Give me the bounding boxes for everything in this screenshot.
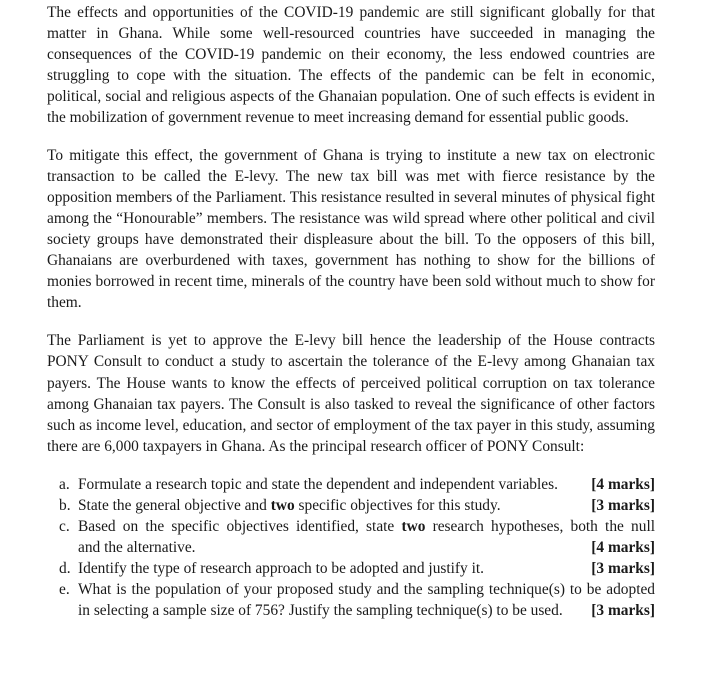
question-marks: [3 marks] (591, 602, 655, 620)
paragraph-pony-consult: The Parliament is yet to approve the E-levy bill hence the leadership of the House contracts PONY Consult to conduct a study to ascertain the tolerance of the E-levy among Ghanaian tax payers. The House wants to know the effects of perceived political corruption on tax tolerance among Ghanaian tax payers. The Consult is also tasked to reveal the significance of other factors such as income level, education, and sector of employment of the tax payer in this study, assuming there are 6,000 taxpayers in Ghana. As the principal research officer of PONY Consult: (47, 332, 655, 455)
question-text-row (78, 495, 655, 516)
question-list (47, 474, 655, 622)
document-page (47, 0, 655, 622)
question-letter: d. (59, 560, 71, 578)
question-text-before: Based on the specific objectives identified, state (78, 518, 402, 536)
question-c (59, 516, 655, 558)
question-marks: [4 marks] (591, 475, 655, 493)
question-letter: a. (59, 475, 70, 493)
question-a (59, 474, 655, 495)
question-text-block (78, 516, 655, 558)
question-bold-word: two (270, 496, 295, 514)
question-text-line1: What is the population of your proposed study and the sampling technique(s) to be adopted (78, 581, 655, 599)
question-letter: b. (59, 496, 71, 514)
question-b (59, 495, 655, 516)
question-marks: [3 marks] (591, 560, 655, 578)
question-text-before: State the general objective and (78, 496, 271, 514)
question-text-continued: and the alternative. (78, 539, 196, 557)
question-text-after: research hypotheses, both the null (425, 518, 655, 536)
question-bold-word: two (401, 518, 426, 536)
question-text-after: specific objectives for this study. (294, 496, 501, 514)
paragraph-covid-effects: The effects and opportunities of the COVID-19 pandemic are still significant globally for that matter in Ghana. While some well-resourced countries have succeeded in managing the consequences of the COVID-19 pandemic on their economy, the less endowed countries are struggling to cope with the situation. The effects of the pandemic can be felt in economic, political, social and religious aspects of the Ghanaian population. One of such effects is evident in the mobilization of government revenue to meet increasing demand for essential public goods. (47, 4, 655, 127)
question-text-row (78, 474, 655, 495)
question-letter: e. (59, 581, 70, 599)
question-e (59, 579, 655, 621)
question-marks: [3 marks] (591, 496, 655, 514)
question-d (59, 558, 655, 579)
question-text-line1 (78, 516, 655, 537)
question-marks: [4 marks] (591, 539, 655, 557)
question-text: Identify the type of research approach to be adopted and justify it. (78, 560, 484, 578)
question-text-line2 (78, 600, 655, 621)
question-text: Formulate a research topic and state the dependent and independent variables. (78, 475, 558, 493)
question-text (78, 495, 501, 516)
question-text-line2 (78, 537, 655, 558)
paragraph-e-levy-resistance: To mitigate this effect, the government of Ghana is trying to institute a new tax on electronic transaction to be called the E-levy. The new tax bill was met with fierce resistance by the opposition members of the Parliament. This resistance resulted in several minutes of physical fight among the “Honourable” members. The resistance was wild spread where other political and civil society groups have demonstrated their displeasure about the bill. To the opposers of this bill, Ghanaians are overburdened with taxes, government has nothing to show for the billions of monies borrowed in recent time, minerals of the country have been sold without much to show for them. (47, 146, 655, 312)
question-text-continued: in selecting a sample size of 756? Justify the sampling technique(s) to be used. (78, 602, 563, 620)
question-text-row (78, 558, 655, 579)
question-text-block (78, 579, 655, 621)
question-letter: c. (59, 518, 70, 536)
